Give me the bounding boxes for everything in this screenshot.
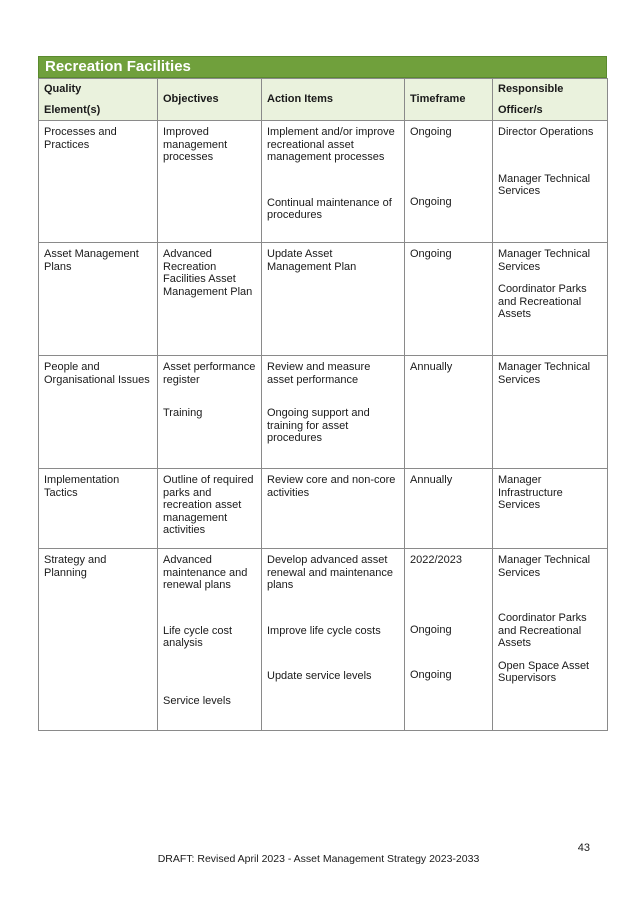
action-item: Update Asset Management Plan	[267, 248, 357, 273]
quality-cell: Processes and Practices	[39, 121, 158, 243]
action-item: Improve life cycle costs	[267, 624, 381, 637]
quality-cell: Implementation Tactics	[39, 469, 158, 549]
objectives-cell	[158, 356, 262, 469]
header-action-items: Action Items	[262, 79, 405, 121]
actions-cell	[262, 243, 405, 356]
action-item: Develop advanced asset renewal and maintenance plans	[267, 554, 393, 591]
action-item: Ongoing support and training for asset procedures	[267, 407, 370, 444]
header-objectives: Objectives	[158, 79, 262, 121]
officer-item: Manager Technical Services	[498, 172, 591, 197]
objectives-cell	[158, 549, 262, 731]
actions-cell	[262, 121, 405, 243]
actions-cell	[262, 549, 405, 731]
recreation-facilities-table	[38, 78, 608, 731]
table-row	[39, 356, 608, 469]
table-row	[39, 469, 608, 549]
header-row	[39, 79, 608, 121]
timeframe-item: Ongoing	[410, 669, 452, 681]
header-quality-line2: Element(s)	[44, 103, 101, 116]
timeframe-item: Ongoing	[410, 126, 452, 138]
action-item: Review core and non-core activities	[267, 474, 396, 499]
objective-item: Asset performance register	[163, 361, 256, 386]
officer-cell	[493, 469, 608, 549]
action-item: Review and measure asset performance	[267, 361, 371, 386]
objective-item: Advanced Recreation Facilities Asset Management Plan	[163, 248, 253, 298]
timeframe-cell	[405, 469, 493, 549]
quality-cell: People and Organisational Issues	[39, 356, 158, 469]
objective-item: Outline of required parks and recreation asset management activities	[163, 474, 254, 536]
officer-item: Manager Infrastructure Services	[498, 474, 563, 511]
action-item: Implement and/or improve recreational asset management processes	[267, 126, 395, 163]
officer-cell	[493, 356, 608, 469]
officer-cell	[493, 549, 608, 731]
header-quality	[39, 79, 158, 121]
timeframe-cell	[405, 121, 493, 243]
objective-item: Service levels	[163, 694, 231, 707]
timeframe-item: Ongoing	[410, 248, 452, 260]
officer-item: Coordinator Parks and Recreational Assets	[498, 612, 587, 649]
action-item: Continual maintenance of procedures	[267, 196, 392, 221]
header-responsible-line2: Officer/s	[498, 103, 543, 116]
timeframe-item: Ongoing	[410, 195, 452, 208]
objectives-cell	[158, 469, 262, 549]
objective-item: Improved management processes	[163, 126, 228, 163]
objectives-cell	[158, 243, 262, 356]
officer-cell	[493, 121, 608, 243]
officer-item: Coordinator Parks and Recreational Assets	[498, 283, 587, 320]
quality-cell: Asset Management Plans	[39, 243, 158, 356]
officer-item: Open Space Asset Supervisors	[498, 659, 590, 684]
table-title: Recreation Facilities	[38, 56, 607, 78]
timeframe-item: Annually	[410, 361, 453, 373]
header-timeframe: Timeframe	[405, 79, 493, 121]
actions-cell	[262, 356, 405, 469]
officer-item: Manager Technical Services	[498, 554, 591, 579]
timeframe-item: Ongoing	[410, 623, 452, 636]
footer-text: DRAFT: Revised April 2023 - Asset Management Strategy 2023-2033	[157, 853, 480, 865]
officer-item: Manager Technical Services	[498, 248, 591, 273]
action-item: Update service levels	[267, 670, 372, 682]
quality-cell: Strategy and Planning	[39, 549, 158, 731]
page-number: 43	[577, 842, 590, 854]
officer-cell	[493, 243, 608, 356]
objectives-cell	[158, 121, 262, 243]
table-row	[39, 243, 608, 356]
header-responsible	[493, 79, 608, 121]
officer-item: Manager Technical Services	[498, 361, 591, 386]
header-quality-line1: Quality	[44, 83, 82, 95]
objective-item: Training	[163, 407, 203, 419]
officer-item: Director Operations	[498, 126, 594, 138]
timeframe-cell	[405, 243, 493, 356]
timeframe-item: 2022/2023	[410, 554, 462, 566]
actions-cell	[262, 469, 405, 549]
timeframe-cell	[405, 549, 493, 731]
timeframe-item: Annually	[410, 474, 453, 486]
table-row	[39, 549, 608, 731]
timeframe-cell	[405, 356, 493, 469]
table-row	[39, 121, 608, 243]
objective-item: Life cycle cost analysis	[163, 624, 233, 649]
header-responsible-line1: Responsible	[498, 83, 564, 95]
objective-item: Advanced maintenance and renewal plans	[163, 554, 248, 591]
